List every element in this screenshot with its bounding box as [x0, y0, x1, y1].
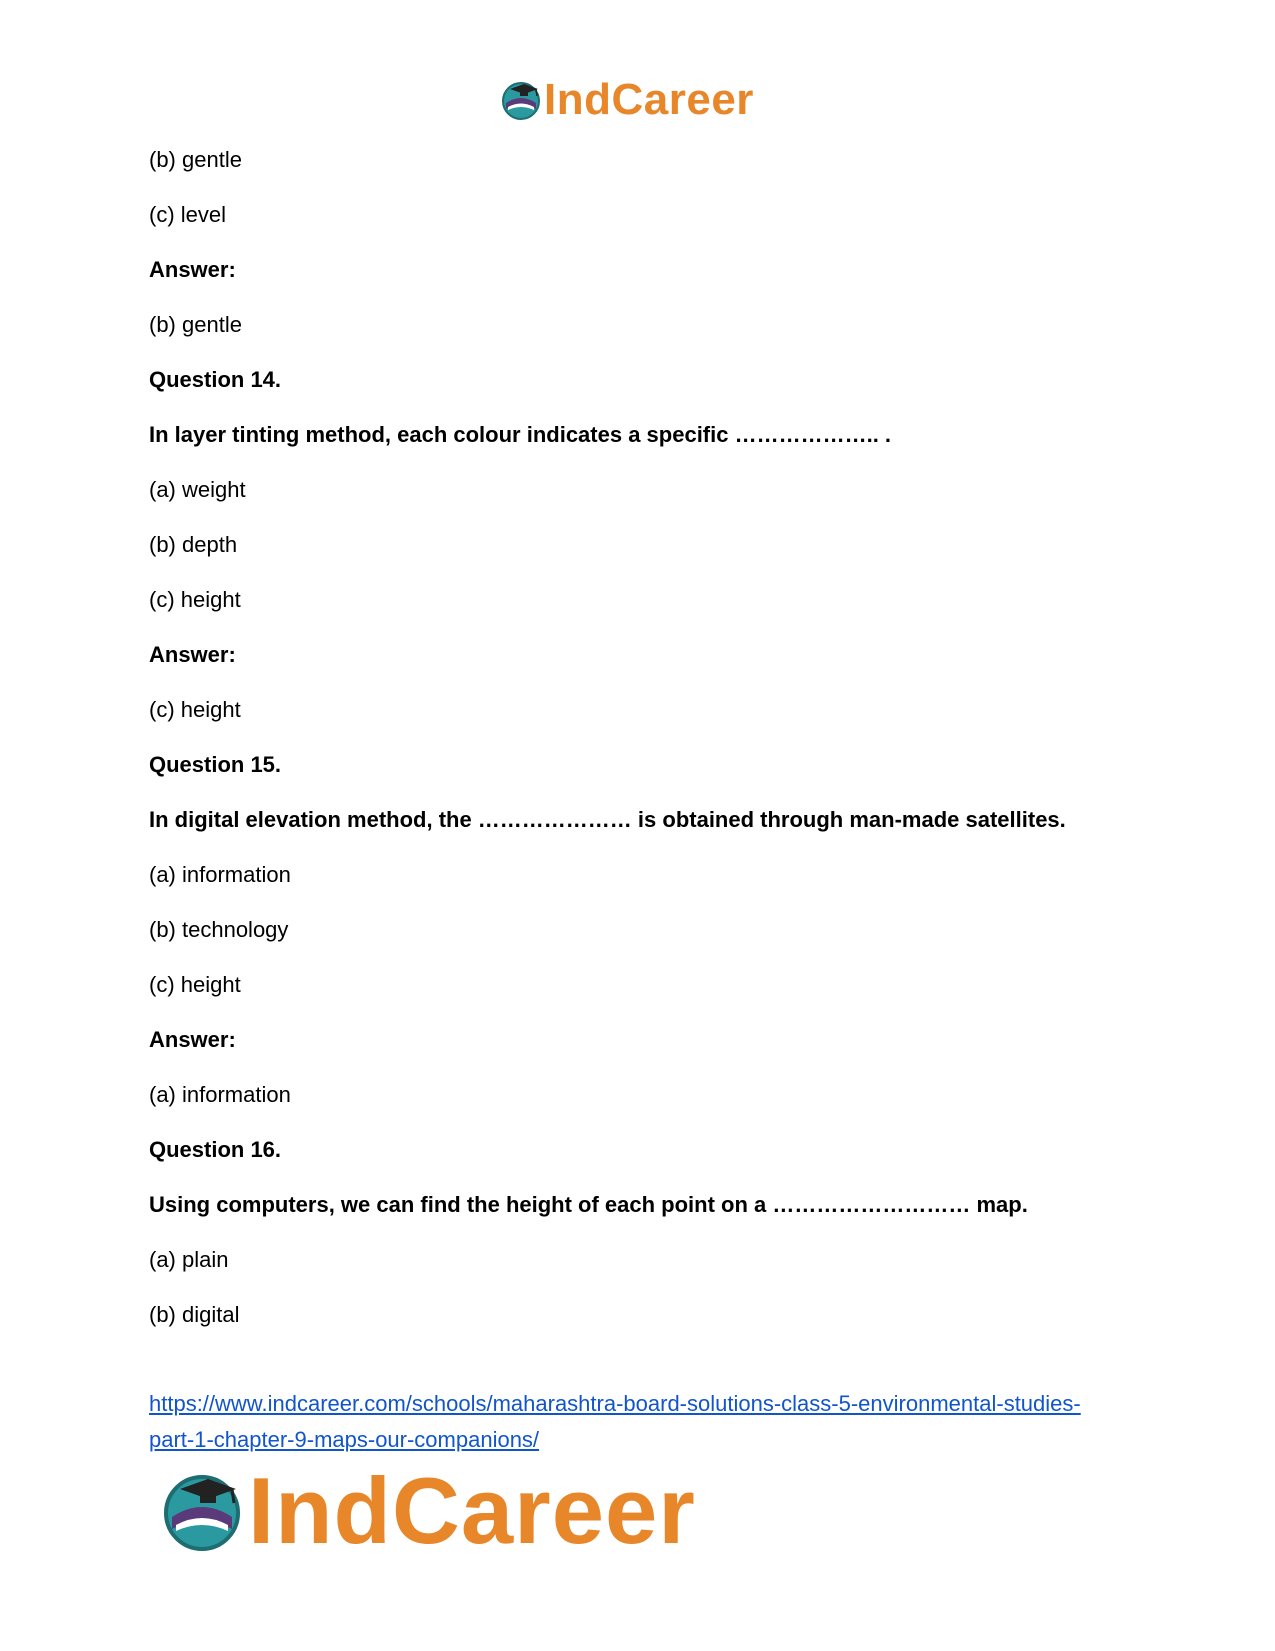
option-line: (c) level	[149, 202, 227, 227]
option-line: (a) plain	[149, 1247, 229, 1272]
answer-value: (b) gentle	[149, 312, 242, 337]
option-line: (c) height	[149, 587, 241, 612]
answer-value: (c) height	[149, 697, 241, 722]
question-text: In layer tinting method, each colour indicates a specific ……………….. .	[149, 422, 892, 447]
option-line: (c) height	[149, 972, 241, 997]
source-link-block	[149, 1386, 1129, 1458]
question-heading: Question 15.	[149, 752, 282, 777]
answer-label: Answer:	[149, 1027, 236, 1052]
answer-label: Answer:	[149, 642, 236, 667]
option-line: (b) gentle	[149, 147, 242, 172]
option-line: (a) weight	[149, 477, 246, 502]
answer-label: Answer:	[149, 257, 236, 282]
answer-value: (a) information	[149, 1082, 291, 1107]
question-text: In digital elevation method, the ………………… is obtained through man-made satellites.	[149, 807, 1066, 832]
graduation-globe-icon	[160, 1469, 244, 1553]
question-heading: Question 14.	[149, 367, 282, 392]
document-body	[149, 147, 1129, 1328]
question-text: Using computers, we can find the height of each point on a ……………………… map.	[149, 1192, 1028, 1217]
option-line: (a) information	[149, 862, 291, 887]
source-link-line-1: https://www.indcareer.com/schools/maharashtra-board-solutions-class-5-environmental-studies-	[149, 1391, 1081, 1416]
header-logo	[500, 75, 754, 124]
option-line: (b) technology	[149, 917, 289, 942]
graduation-globe-icon	[500, 79, 542, 121]
logo-wordmark: IndCareer	[544, 75, 754, 124]
footer-logo	[160, 1458, 696, 1563]
source-link[interactable]	[149, 1391, 1081, 1452]
option-line: (b) digital	[149, 1302, 240, 1327]
question-heading: Question 16.	[149, 1137, 282, 1162]
option-line: (b) depth	[149, 532, 238, 557]
logo-wordmark: IndCareer	[248, 1458, 696, 1563]
source-link-line-2: part-1-chapter-9-maps-our-companions/	[149, 1427, 540, 1452]
